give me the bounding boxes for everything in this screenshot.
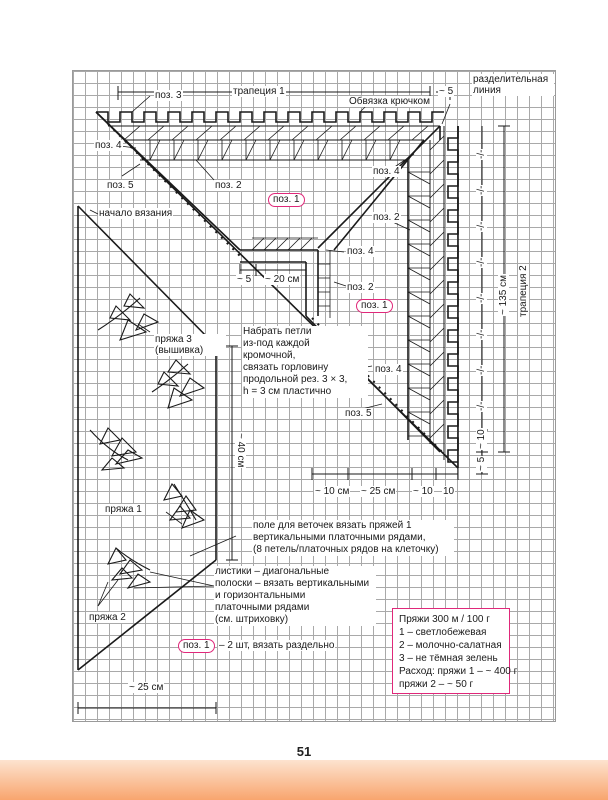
dash-mark-4: -/-	[476, 257, 487, 267]
yarn-legend	[392, 608, 518, 694]
right-band-hatch	[408, 136, 444, 438]
dash-mark-3: -/-	[476, 221, 487, 231]
dim-10a-label: ~ 10 см	[315, 486, 350, 497]
legend-title: Пряжи 300 м / 100 г	[399, 614, 490, 625]
top-crenellation	[96, 112, 444, 122]
onethirtyfive-label: ~ 135 см	[498, 275, 509, 315]
side-dimensions	[78, 346, 238, 714]
legend-usage-2: пряжи 2 – ~ 50 г	[399, 679, 474, 690]
edge-crochet-label: Обвязка крючком	[349, 96, 430, 107]
twenty-cm-label: ~ 20 см	[265, 274, 300, 285]
shawl-outline	[96, 112, 458, 468]
branch-note: поле для веточек вязать пряжей 1 вертикальными платочными рядами, (8 петель/платочных рядов на клеточку)	[252, 520, 454, 556]
legend-usage-1: Расход: пряжи 1 – ~ 400 г	[399, 666, 518, 677]
pos5-top-left-label: поз. 5	[107, 180, 134, 191]
dash-mark-5: -/-	[476, 293, 487, 303]
neck-note: Набрать петли из-под каждой кромочной, связать горловину продольной рез. 3 × 3, h = 3 см пластично	[242, 326, 368, 398]
pos5-lower-label: поз. 5	[345, 408, 372, 419]
pos2-right-label: поз. 2	[373, 212, 400, 223]
trapezoid2-label: трапеция 2	[518, 265, 529, 317]
dash-mark-1: -/-	[476, 149, 487, 159]
dash-mark-2: -/-	[476, 185, 487, 195]
pos2-mid-label: поз. 2	[347, 282, 374, 293]
legend-item-2: 2 – молочно-салатная	[399, 640, 502, 651]
trapezoid1-label: трапеция 1	[233, 86, 285, 97]
side-panel	[78, 206, 216, 670]
pos4-mid-label: поз. 4	[347, 246, 374, 257]
page-number: 51	[296, 744, 312, 759]
yarn3-label: пряжа 3 (вышивка)	[154, 334, 226, 356]
top-band-hatch	[124, 126, 428, 160]
footer-band	[0, 760, 608, 800]
right-crenellation	[448, 126, 458, 462]
ten-right-label: ~ 10	[476, 429, 487, 449]
yarn2-label: пряжа 2	[89, 612, 126, 623]
divider-line-label: разделительная линия	[472, 74, 554, 96]
pos1-bottom-badge: поз. 1	[178, 639, 215, 653]
dim-10c-label: 10	[443, 486, 455, 497]
twentyfive-bottom-label: ~ 25 см	[129, 682, 164, 693]
yarn1-label: пряжа 1	[105, 504, 142, 515]
start-knitting-label: начало вязания	[99, 208, 173, 219]
pos4-lower-label: поз. 4	[375, 364, 402, 375]
dash-mark-6: -/-	[476, 329, 487, 339]
pos1-center-badge: поз. 1	[268, 193, 305, 207]
legend-item-1: 1 – светлобежевая	[399, 627, 487, 638]
pos3-top-label: поз. 3	[155, 90, 182, 101]
pos4-right-top-label: поз. 4	[373, 166, 400, 177]
five-right-label: ~ 5	[476, 456, 487, 471]
legend-item-3: 3 – не тёмная зелень	[399, 653, 498, 664]
dash-mark-7: -/-	[476, 365, 487, 375]
two-pcs-label: – 2 шт, вязать раздельно	[219, 640, 335, 651]
dim-10b-label: ~ 10	[413, 486, 433, 497]
pos1-mid-badge: поз. 1	[356, 299, 393, 313]
pos4-top-left-label: поз. 4	[95, 140, 122, 151]
five-mid-label: ~ 5	[237, 274, 252, 285]
forty-cm-label: ~ 40 см	[235, 433, 246, 468]
leaves-note: листики – диагональные полоски – вязать вертикальными и горизонтальными платочными рядами (см. штриховку)	[214, 566, 376, 626]
pos2-top-label: поз. 2	[215, 180, 242, 191]
five-top-label: ~ 5	[439, 86, 454, 97]
right-band	[430, 126, 444, 460]
dash-mark-8: -/-	[476, 401, 487, 411]
dim-25-label: ~ 25 см	[361, 486, 396, 497]
